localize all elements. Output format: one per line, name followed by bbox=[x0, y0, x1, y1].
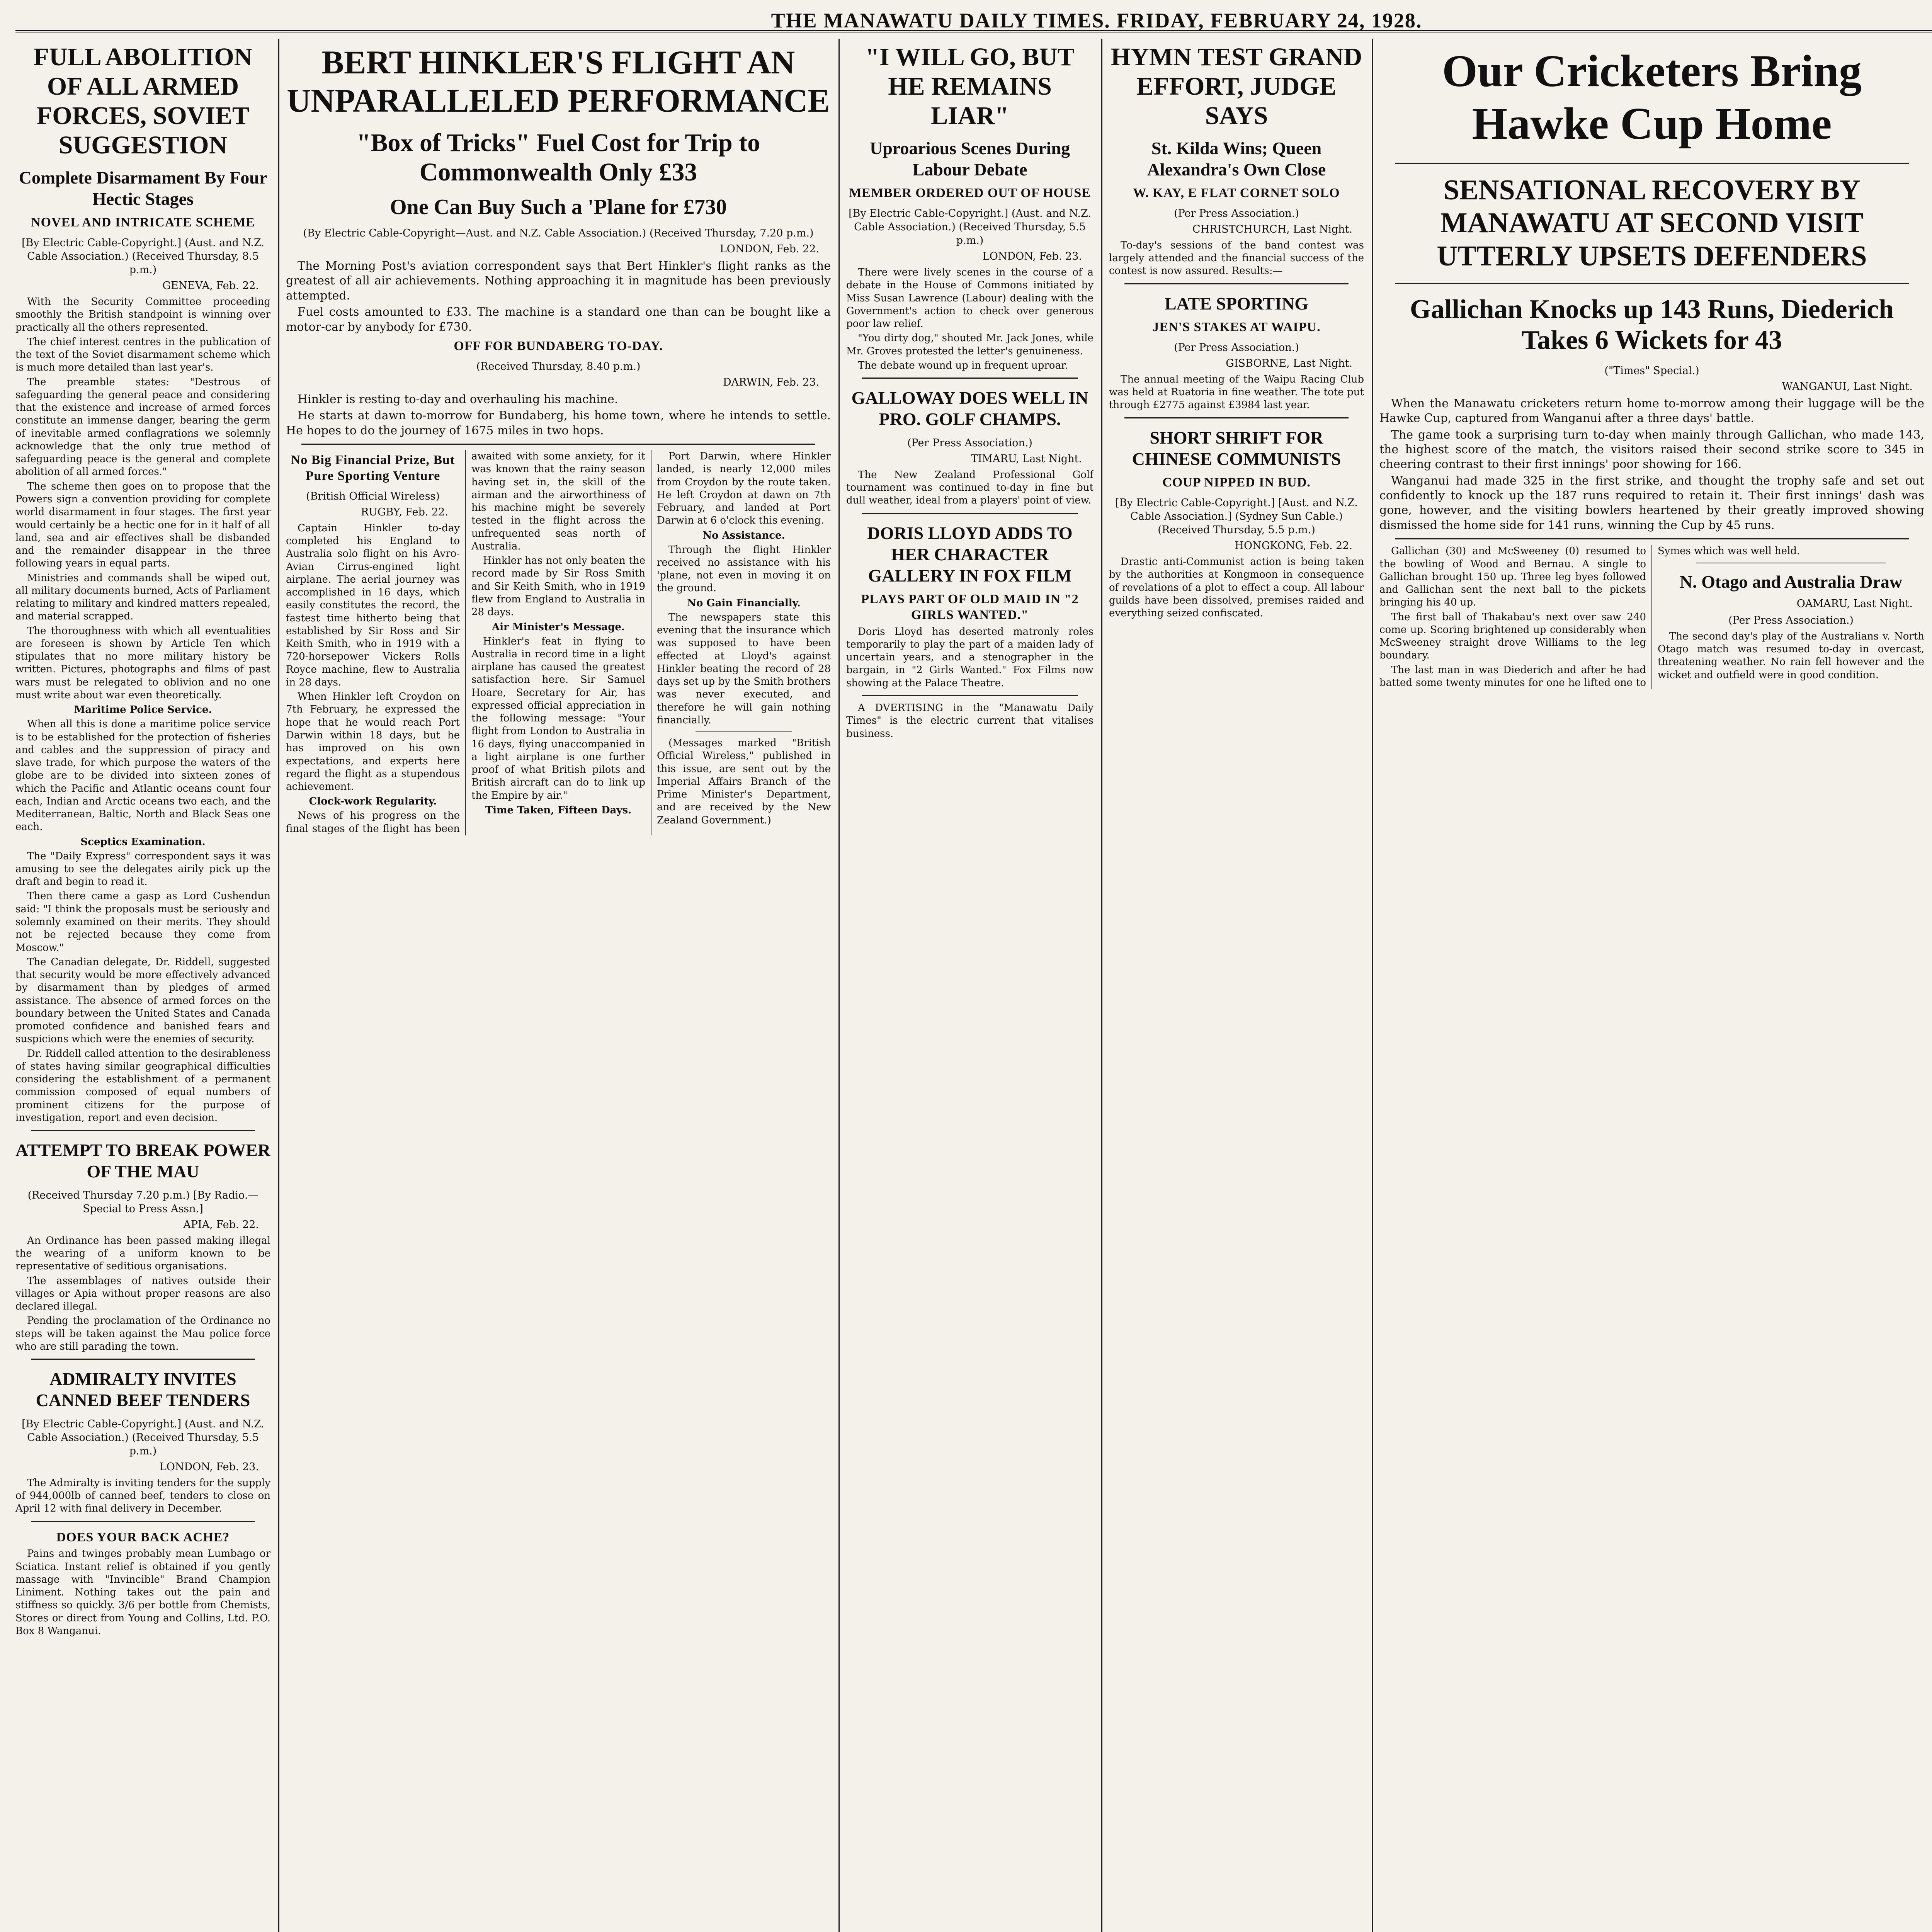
headline: ATTEMPT TO BREAK POWER OF THE MAU bbox=[15, 1140, 270, 1182]
paragraph: The Morning Post's aviation correspondent says that Bert Hinkler's flight ranks as the greatest of all air achievements. Nothing approaching it in magnitude has been previously attempted. bbox=[286, 259, 831, 303]
paragraph: Captain Hinkler to-day completed his England to Australia solo flight on his Avro-Avian Cirrus-engined light airplane. The aerial journey was accomplished in 16 days, which easily constitutes the record, the fastest time hitherto being that established by Sir Ross and Sir Keith Smith, who in 1919 with a 720-horsepower Vickers Rolls Royce machine, flew to Australia in 28 days. bbox=[286, 522, 460, 688]
credit: (Per Press Association.) bbox=[907, 437, 1032, 449]
divider bbox=[862, 513, 1078, 514]
dateline: TIMARU, Last Night. bbox=[971, 452, 1082, 465]
credit: (Received Thursday 7.20 p.m.) [By Radio.—Special to Press Assn.] bbox=[27, 1189, 259, 1215]
section-headline: OFF FOR BUNDABERG TO-DAY. bbox=[454, 339, 663, 353]
paragraph: Fuel costs amounted to £33. The machine is a standard one than can be bought like a motor-car by anybody for £730. bbox=[286, 305, 831, 334]
paragraph: News of his progress on the final stages of the flight has been awaited with some anxiety, for it was known that the rainy season having set in, the skill of the airman and the airworthiness of his machine might be severely tested in the flight across the unfrequented seas north of Australia. bbox=[286, 451, 645, 835]
subheadline: Uproarious Scenes During Labour Debate bbox=[870, 138, 1070, 179]
paragraph: Pending the proclamation of the Ordinance no steps will be taken against the Mau police force who are still parading the town. bbox=[15, 1315, 270, 1352]
credit: (Per Press Association.) bbox=[1174, 341, 1299, 354]
divider bbox=[862, 378, 1078, 379]
headline: GALLOWAY DOES WELL IN PRO. GOLF CHAMPS. bbox=[851, 388, 1088, 429]
paragraph: The Canadian delegate, Dr. Riddell, suggested that security would be more effectively advanced by disarmament than by pledges of armed assistance. The absence of armed forces on the boundary between the United States and Canada promoted confidence and banished fears and suspicions which were the enemies of security. bbox=[15, 956, 270, 1045]
article-soviet-disarmament bbox=[15, 39, 270, 1932]
paragraph: Hinkler is resting to-day and overhauling his machine. bbox=[298, 392, 618, 406]
dateline: RUGBY, Feb. 22. bbox=[361, 506, 448, 518]
headline: BERT HINKLER'S FLIGHT AN UNPARALLELED PERFORMANCE bbox=[287, 44, 830, 119]
paragraph: The last man in was Diederich and after he had batted some twenty minutes for one he lifted one to Symes which was well held. bbox=[1379, 545, 1800, 689]
paragraph: The annual meeting of the Waipu Racing Club was held at Ruatoria in fine weather. The tote put through £2775 against £3984 last year. bbox=[1109, 373, 1364, 411]
subheadline: St. Kilda Wins; Queen Alexandra's Own Close bbox=[1147, 138, 1326, 179]
paragraph: The chief interest centres in the publication of the text of the Soviet disarmament scheme which is much more detailed than last year's. bbox=[15, 336, 270, 374]
credit: [By Electric Cable-Copyright.] (Aust. and N.Z. Cable Association.) (Received Thursday, 5.5 p.m.) bbox=[22, 1418, 264, 1457]
deck: JEN'S STAKES AT WAIPU. bbox=[1152, 320, 1321, 334]
paragraph: When the Manawatu cricketers return home to-morrow among their luggage will be the Hawke Cup, captured from Wanganui after a three days' battle. bbox=[1379, 396, 1924, 425]
main-headline: Our Cricketers Bring Hawke Cup Home bbox=[1442, 46, 1862, 149]
deck: MEMBER ORDERED OUT OF HOUSE bbox=[849, 186, 1091, 201]
column-rule bbox=[838, 39, 840, 1932]
paragraph: When Hinkler left Croydon on 7th February, he expressed the hope that he would reach Port Darwin within 18 days, but he has improved on his own expectations, and experts here regard the flight as a stupendous achievement. bbox=[286, 691, 460, 793]
dateline: CHRISTCHURCH, Last Night. bbox=[1192, 223, 1352, 235]
column-rule bbox=[1101, 39, 1102, 1932]
divider bbox=[1395, 538, 1909, 539]
dateline: OAMARU, Last Night. bbox=[1796, 597, 1913, 610]
headline: HYMN TEST GRAND EFFORT, JUDGE SAYS bbox=[1111, 43, 1362, 130]
section-subhead: Air Minister's Message. bbox=[492, 621, 625, 633]
paragraph: The preamble states: "Destrous of safeguarding the general peace and considering that the existence and increase of armed forces constitute an immense danger, bearing the germ of inevitable armed conflagrations we solemnly acknowledge that the only true method of safeguarding peace is the general and complete abolition of all armed forces." bbox=[15, 376, 270, 478]
deck: PLAYS PART OF OLD MAID IN "2 GIRLS WANTED." bbox=[861, 592, 1079, 622]
section-subhead: Maritime Police Service. bbox=[74, 704, 212, 716]
column-rule bbox=[1372, 39, 1373, 1932]
paragraph: The first ball of Thakabau's next over saw 240 come up. Scoring brightened up considerably when McSweeney straight drove Williams to the leg boundary. bbox=[1379, 611, 1646, 662]
paragraph: He starts at dawn to-morrow for Bundaberg, his home town, where he intends to settle. He hopes to do the journey of 1675 miles in two hops. bbox=[286, 409, 831, 437]
divider bbox=[1395, 163, 1909, 164]
masthead-title: THE MANAWATU DAILY TIMES. FRIDAY, FEBRUARY 24, 1928. bbox=[771, 9, 1422, 32]
section-subhead: Sceptics Examination. bbox=[80, 836, 206, 848]
dateline: LONDON, Feb. 23. bbox=[159, 1461, 259, 1473]
divider bbox=[31, 1130, 255, 1131]
article-labour-debate bbox=[846, 39, 1094, 1932]
headline: DORIS LLOYD ADDS TO HER CHARACTER GALLERY IN FOX FILM bbox=[867, 523, 1073, 585]
credit: (Received Thursday, 8.40 p.m.) bbox=[476, 360, 641, 372]
column-rule bbox=[278, 39, 279, 1932]
subheadline: Complete Disarmament By Four Hectic Stages bbox=[19, 167, 267, 209]
paragraph: The assemblages of natives outside their villages or Apia without proper reasons are also declared illegal. bbox=[15, 1275, 270, 1313]
paragraph: Drastic anti-Communist action is being taken by the authorities at Kongmoon in consequence of revelations of a plot to effect a coup. All labour guilds have been dissolved, premises raided and everything seized confiscated. bbox=[1109, 556, 1364, 619]
paragraph: The "Daily Express" correspondent says it was amusing to see the delegates airily pick up the draft and begin to read it. bbox=[15, 850, 270, 888]
subheadline: One Can Buy Such a 'Plane for £730 bbox=[390, 195, 727, 219]
body-columns bbox=[1379, 545, 1924, 689]
divider bbox=[31, 1359, 255, 1360]
credit: [By Electric Cable-Copyright.] (Aust. and N.Z. Cable Association.) (Received Thursday, 8.5 p.m.) bbox=[22, 236, 264, 276]
dateline: WANGANUI, Last Night. bbox=[1782, 380, 1913, 393]
paragraph: There were lively scenes in the course of a debate in the House of Commons initiated by Miss Susan Lawrence (Labour) dealing with the Government's action to check over generous poor law relief. bbox=[846, 267, 1094, 330]
section-subhead: Time Taken, Fifteen Days. bbox=[485, 804, 632, 816]
deck: W. KAY, E FLAT CORNET SOLO bbox=[1133, 186, 1340, 201]
paragraph: Hinkler's feat in flying to Australia in record time in a light airplane has caused the greatest satisfaction here. Sir Samuel Hoare, Secretary for Air, has expressed official appreciation in the following message: "Your flight from London to Australia in 16 days, flying unaccompanied in a light airplane is one further proof of what British pilots and British aircraft can do to link up the Empire by air." bbox=[471, 635, 645, 801]
paragraph: An Ordinance has been passed making illegal the wearing of a uniform known to be representative of seditious organisations. bbox=[15, 1235, 270, 1272]
footnote: (Messages marked "British Official Wireless," published in this issue, are sent out by the Imperial Affairs Branch of the Prime Minister's Department, and are received by the New Zealand Government.) bbox=[657, 737, 831, 826]
credit: [By Electric Cable-Copyright.] (Aust. and N.Z. Cable Association.) (Received Thursday, 5.5 p.m.) bbox=[849, 207, 1091, 247]
article-hymn-test bbox=[1109, 39, 1364, 1932]
dateline: DARWIN, Feb. 23. bbox=[723, 376, 819, 388]
subheadline: "Box of Tricks" Fuel Cost for Trip to Commonwealth Only £33 bbox=[356, 128, 760, 186]
article-hinkler-flight bbox=[286, 39, 831, 1932]
dateline: APIA, Feb. 22. bbox=[183, 1218, 259, 1231]
paragraph: The New Zealand Professional Golf tournament was continued to-day in fine but dull weather, ideal from a players' point of view. bbox=[846, 469, 1094, 507]
divider bbox=[301, 444, 815, 445]
advert-headline: DOES YOUR BACK ACHE? bbox=[56, 1530, 230, 1544]
paragraph: Then there came a gasp as Lord Cushendun said: "I think the proposals must be seriously and solemnly examined on their merits. They should not be rejected because they come from Moscow." bbox=[15, 890, 270, 954]
credit: (British Official Wireless) bbox=[306, 490, 440, 502]
paragraph: Ministries and commands shall be wiped out, all military documents burned, Acts of Parliament relating to military and kindred matters repealed, and material scrapped. bbox=[15, 572, 270, 622]
dateline: GISBORNE, Last Night. bbox=[1226, 357, 1352, 369]
paragraph: With the Security Committee proceeding smoothly the British standpoint is winning over practically all the others represented. bbox=[15, 296, 270, 333]
paragraph: The second day's play of the Australians v. North Otago match was resumed to-day in overcast, threatening weather. No rain fell however and the wicket and outfield were in good condition. bbox=[1658, 630, 1924, 681]
dateline: HONGKONG, Feb. 22. bbox=[1235, 540, 1352, 552]
divider bbox=[31, 1521, 255, 1522]
paragraph: When all this is done a maritime police service is to be established for the protection of fisheries and cables and the suppression of piracy and slave trade, for which purpose the waters of the globe are to be divided into sixteen zones of which the Pacific and Atlantic oceans count four each, Indian and Arctic oceans two each, and the Mediterranean, Baltic, North and Black Seas one each. bbox=[15, 718, 270, 833]
paragraph: Port Darwin, where Hinkler landed, is nearly 12,000 miles from Croydon by the route taken. He left Croydon at dawn on 7th February, and landed at Port Darwin at 6 o'clock this evening. bbox=[657, 451, 831, 527]
paragraph: The debate wound up in frequent uproar. bbox=[858, 359, 1068, 371]
headline: ADMIRALTY INVITES CANNED BEEF TENDERS bbox=[36, 1369, 250, 1410]
credit: (Per Press Association.) bbox=[1174, 207, 1299, 219]
credit: ("Times" Special.) bbox=[1604, 364, 1699, 377]
body-columns bbox=[286, 450, 831, 835]
subheadline: SENSATIONAL RECOVERY BY MANAWATU AT SECOND VISIT UTTERLY UPSETS DEFENDERS bbox=[1437, 174, 1867, 272]
section-headline: No Big Financial Prize, But Pure Sporting Venture bbox=[291, 453, 455, 483]
headline: "I WILL GO, BUT HE REMAINS LIAR" bbox=[865, 43, 1075, 130]
divider bbox=[1124, 417, 1349, 418]
paragraph: Gallichan (30) and McSweeney (0) resumed to the bowling of Wood and Bernau. A single to Gallichan brought 150 up. Three leg byes followed and Gallichan sent the next ball to the pickets bringing his 40 up. bbox=[1379, 545, 1646, 609]
headline: FULL ABOLITION OF ALL ARMED FORCES, SOVIET SUGGESTION bbox=[33, 43, 253, 159]
paragraph: Hinkler has not only beaten the record made by Sir Ross Smith and Sir Keith Smith, who in 1919 flew from England to Australia in 28 days. bbox=[471, 555, 645, 618]
paragraph: Doris Lloyd has deserted matronly roles temporarily to play the part of a maiden lady of uncertain years, and a stenographer in the bargain, in "2 Girls Wanted." Fox Films now showing at the Palace Theatre. bbox=[846, 626, 1094, 689]
credit: [By Electric Cable-Copyright.] [Aust. and N.Z. Cable Association.] (Sydney Sun Cable.) (Received Thursday, 5.5 p.m.) bbox=[1115, 497, 1358, 536]
headline: LATE SPORTING bbox=[1165, 293, 1308, 313]
section-subhead: No Assistance. bbox=[702, 529, 785, 541]
paragraph: Dr. Riddell called attention to the desirableness of states having similar geographical difficulties considering the establishment of a permanent commission composed of equal numbers of prominent citizens for the purpose of investigation, report and even decision. bbox=[15, 1048, 270, 1124]
deck: COUP NIPPED IN BUD. bbox=[1162, 475, 1311, 490]
dateline: LONDON, Feb. 23. bbox=[982, 250, 1082, 263]
advert-text: Pains and twinges probably mean Lumbago or Sciatica. Instant relief is obtained if you gently massage with "Invincible" Brand Champion Liniment. Nothing takes out the pain and stiffness so quickly. 3/6 per bottle from Chemists, Stores or direct from Young and Collins, Ltd. P.O. Box 8 Wanganui. bbox=[15, 1548, 270, 1637]
section-subhead: No Gain Financially. bbox=[687, 597, 801, 609]
divider bbox=[1395, 283, 1909, 284]
dateline: GENEVA, Feb. 22. bbox=[162, 280, 259, 292]
paragraph: "You dirty dog," shouted Mr. Jack Jones, while Mr. Groves protested the letter's genuineness. bbox=[846, 332, 1094, 357]
subheadline: Gallichan Knocks up 143 Runs, Diederich Takes 6 Wickets for 43 bbox=[1410, 294, 1894, 355]
advert-text: A DVERTISING in the "Manawatu Daily Times" is the electric current that vitalises business. bbox=[846, 702, 1094, 740]
paragraph: The scheme then goes on to propose that the Powers sign a convention providing for complete world disarmament in four stages. The first year would certainly be a hectic one for in it half of all land, sea and air effectives shall be disbanded and the remainder disappear in the three following years in equal parts. bbox=[15, 480, 270, 570]
divider bbox=[862, 695, 1078, 696]
divider bbox=[696, 731, 792, 732]
dateline: LONDON, Feb. 22. bbox=[719, 243, 819, 255]
paragraph: The thoroughness with which all eventualities are foreseen is shown by Article Ten which stipulates that no more military history be written. Pictures, photographs and films of past wars must be relegated to oblivion and no one must write about war even theoretically. bbox=[15, 625, 270, 701]
credit: (Per Press Association.) bbox=[1728, 614, 1854, 626]
paragraph: To-day's sessions of the band contest was largely attended and the financial success of the contest is now assured. Results:— bbox=[1109, 239, 1364, 277]
deck: NOVEL AND INTRICATE SCHEME bbox=[31, 215, 255, 230]
paragraph: Through the flight Hinkler received no assistance with his 'plane, not even in moving it on the ground. bbox=[657, 544, 831, 594]
section-subhead: Clock-work Regularity. bbox=[309, 796, 437, 808]
paragraph: The newspapers state this evening that the insurance which was supposed to have been effected at Lloyd's against Hinkler beating the record of 28 days set up by the Smith brothers was never executed, and therefore he will gain nothing financially. bbox=[657, 611, 831, 726]
section-headline: N. Otago and Australia Draw bbox=[1679, 571, 1903, 592]
paragraph: Wanganui had made 325 in the first strike, and thought the trophy safe and set out confidently to knock up the 187 runs required to retain it. Their first innings' dash was gone, however, and the visiting bowlers heartened by their greatly improved showing dismissed the home side for 141 runs, winning the Cup by 45 runs. bbox=[1379, 474, 1924, 532]
divider bbox=[1124, 283, 1349, 284]
paragraph: The Admiralty is inviting tenders for the supply of 944,000lb of canned beef, tenders to close on April 12 with final delivery in December. bbox=[15, 1477, 270, 1515]
article-hawke-cup bbox=[1379, 39, 1924, 1932]
credit: (By Electric Cable-Copyright—Aust. and N.Z. Cable Association.) (Received Thursday, 7.20 p.m.) bbox=[303, 227, 814, 239]
headline: SHORT SHRIFT FOR CHINESE COMMUNISTS bbox=[1132, 427, 1341, 469]
masthead bbox=[15, 9, 1932, 32]
paragraph: The game took a surprising turn to-day when mainly through Gallichan, who made 143, the highest score of the match, the visitors raised their second strike score to 345 in cheering contrast to their first innings' poor showing for 166. bbox=[1379, 428, 1924, 471]
